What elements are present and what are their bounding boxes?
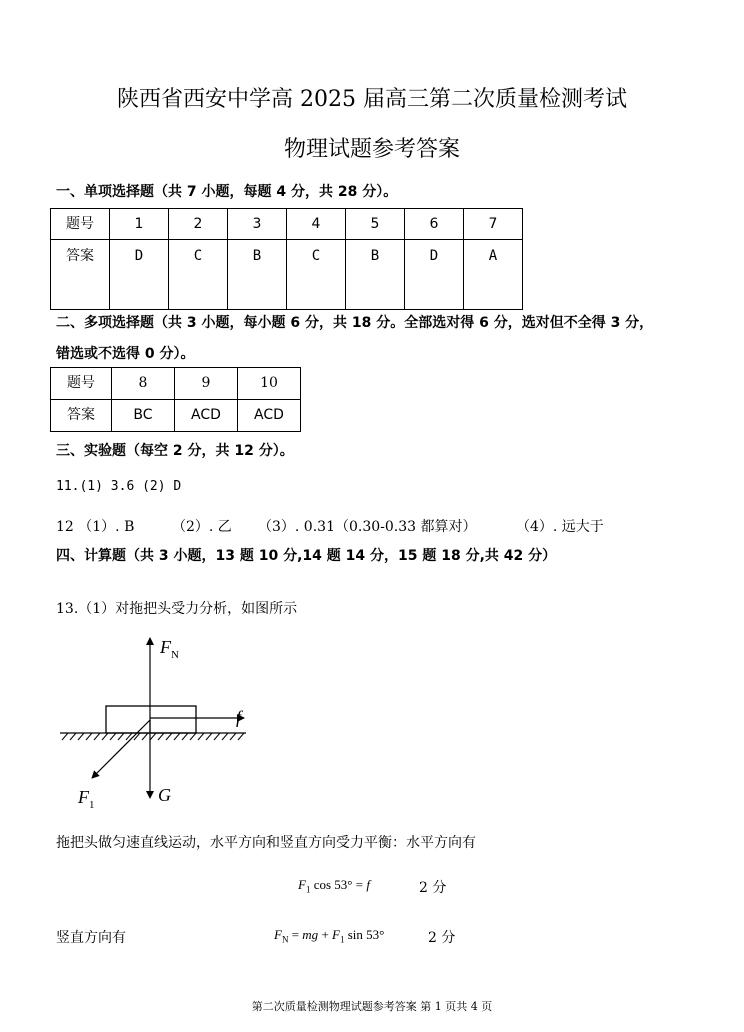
answer-q12-part2: （2）. 乙 <box>172 519 232 535</box>
section4-heading: 四、计算题（共 3 小题，13 题 10 分,14 题 14 分，15 题 18 分,共 42 分） <box>56 548 557 564</box>
label-f1: $F_1$ <box>78 787 95 811</box>
score-eq2: 2 分 <box>428 930 456 946</box>
vertical-label: 竖直方向有 <box>56 930 126 946</box>
table-row <box>51 400 301 432</box>
answer-cell: A <box>464 240 523 310</box>
label-f: f <box>236 707 242 727</box>
page-subtitle: 物理试题参考答案 <box>283 137 460 162</box>
question-number: 3 <box>228 209 287 240</box>
table-row <box>51 209 523 240</box>
table-row <box>51 240 523 310</box>
force-diagram <box>56 630 266 815</box>
ground-hatching <box>62 733 244 740</box>
section3-heading: 三、实验题（每空 2 分，共 12 分）。 <box>56 443 294 459</box>
motion-description: 拖把头做匀速直线运动，水平方向和竖直方向受力平衡：水平方向有 <box>56 835 476 851</box>
question-number: 1 <box>110 209 169 240</box>
question-number: 9 <box>175 368 238 400</box>
page-title: 陕西省西安中学高 2025 届高三第二次质量检测考试 <box>117 87 627 112</box>
answer-cell: D <box>110 240 169 310</box>
score-eq1: 2 分 <box>419 880 447 896</box>
section2-heading-line2: 错选或不选得 0 分）。 <box>56 346 195 362</box>
section2-heading-line1: 二、多项选择题（共 3 小题，每小题 6 分，共 18 分。全部选对得 6 分，选对但不全得 3 分， <box>56 315 654 331</box>
equation-vertical: $F_N$ = mg + $F_1$ sin 53° <box>274 927 385 945</box>
answer-q11: 11.(1) 3.6 (2) D <box>56 479 182 494</box>
answer-cell: C <box>169 240 228 310</box>
table-answer-label: 答案 <box>51 400 112 432</box>
answer-q12-part4: （4）. 远大于 <box>516 519 604 535</box>
equation-horizontal: $F_1$ cos 53° = f <box>298 877 370 895</box>
table-header-label: 题号 <box>51 368 112 400</box>
answer-q12-part3: （3）. 0.31（0.30-0.33 都算对） <box>258 519 477 535</box>
page-footer: 第二次质量检测物理试题参考答案 第 1 页共 4 页 <box>251 1000 493 1013</box>
answer-cell: BC <box>112 400 175 432</box>
single-choice-table <box>50 208 523 310</box>
table-row <box>51 368 301 400</box>
q13-intro: 13.（1）对拖把头受力分析，如图所示 <box>56 601 298 617</box>
question-number: 8 <box>112 368 175 400</box>
question-number: 6 <box>405 209 464 240</box>
label-fn: $F_N$ <box>160 637 179 661</box>
question-number: 5 <box>346 209 405 240</box>
table-header-label: 题号 <box>51 209 110 240</box>
question-number: 2 <box>169 209 228 240</box>
multi-choice-table <box>50 367 301 432</box>
answer-cell: B <box>228 240 287 310</box>
answer-cell: C <box>287 240 346 310</box>
mop-head-block <box>106 706 196 733</box>
label-g: G <box>158 785 171 805</box>
section1-heading: 一、单项选择题（共 7 小题，每题 4 分，共 28 分）。 <box>56 184 398 200</box>
question-number: 7 <box>464 209 523 240</box>
answer-cell: ACD <box>238 400 301 432</box>
question-number: 10 <box>238 368 301 400</box>
answer-cell: ACD <box>175 400 238 432</box>
answer-q12-part1: 12 （1）. B <box>56 519 135 535</box>
table-answer-label: 答案 <box>51 240 110 310</box>
question-number: 4 <box>287 209 346 240</box>
answer-cell: D <box>405 240 464 310</box>
answer-cell: B <box>346 240 405 310</box>
applied-force-arrow <box>92 720 150 778</box>
